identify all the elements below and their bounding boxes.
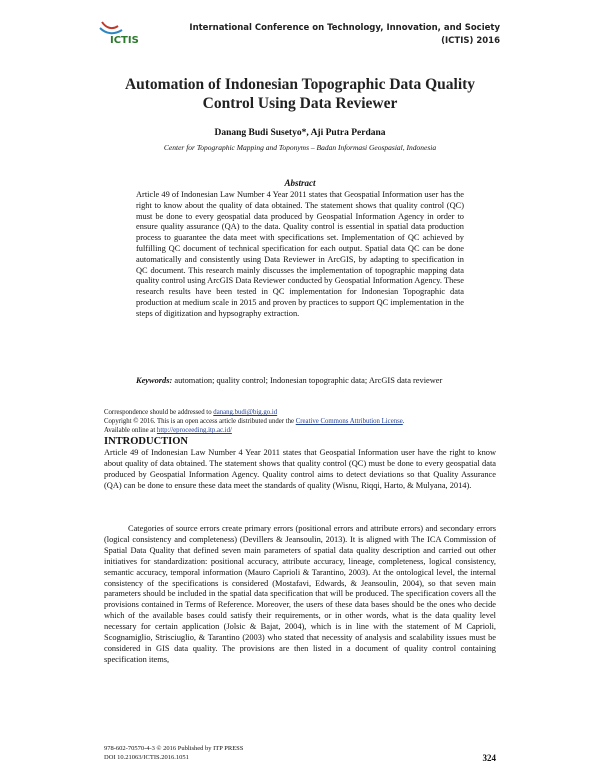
page-number: 324 bbox=[482, 753, 496, 763]
abstract-text: Article 49 of Indonesian Law Number 4 Year 2011 states that Geospatial Information user has the right to know about the quality of data obtained. The statement shows that quality control (QC) must be done to every geospatial data produced by Geospatial Information Agency in order to ensure quality assurance (QA) to the data. Quality control is essential in spatial data production process to guarantee the data meet with specifications set. Implementation of QC achieved by fulfilling QC document of technical specification for each output. Spatial data QC can be done automatically and consistently using Data Reviewer in ArcGIS, by adapting to specification in QC document. This research mainly discusses the implementation of topographic mapping data quality control using ArcGIS Data Reviewer conducted by Geospatial Information Agency. These research results have been tested in QC implementation for Indonesian Topographic data production at medium scale in 2015 and proven by practices to support QC implementation in the steps of digitization and hypsography extraction. bbox=[136, 190, 464, 318]
keywords-list: automation; quality control; Indonesian topographic data; ArcGIS data reviewer bbox=[172, 376, 443, 385]
keywords bbox=[136, 375, 464, 386]
keywords-label: Keywords: bbox=[136, 376, 173, 385]
email-link[interactable]: danang.budi@big.go.id bbox=[213, 409, 278, 416]
page-footer bbox=[104, 744, 496, 762]
license-link[interactable]: Creative Commons Attribution License bbox=[295, 418, 403, 425]
title-line-1: Automation of Indonesian Topographic Data Quality bbox=[124, 76, 476, 93]
correspondence-prefix: Correspondence should be addressed to bbox=[104, 409, 214, 416]
available-prefix: Available online at bbox=[104, 427, 157, 434]
title-line-2: Control Using Data Reviewer bbox=[202, 95, 398, 112]
authors: Danang Budi Susetyo*, Aji Putra Perdana bbox=[214, 128, 386, 138]
copyright-suffix: . bbox=[402, 418, 405, 425]
intro-paragraph-2: Categories of source errors create primary errors (positional errors and attribute errors) and secondary errors (logical consistency and completeness) (Devillers & Jeansoulin, 2013). It is aligned with The ICA Commission of Spatial Data Quality that defined seven main parameters of spatial data quality description and carried out other initiatives for standardization: positional accuracy, attribute accuracy, lineage, completeness, logical consistency, semantic accuracy, temporal information (Mauro Caprioli & Tarantino, 2003). At the ontological level, the internal consistency of the specifications is considered (Mostafavi, Edwards, & Jeansoulin, 2004), so that seven main parameters should be included in the spatial data specification that will be produced. The specification covers all the provisions contained in Terms of Reference. Moreover, the users of these data bases should be the ones who decide which of the available bases could satisfy their requirements, or in other words, what is the data quality level necessary for certain application (Jolsic & Bajat, 2004), which is in line with the statement of M Caprioli, Scognamiglio, Strisciuglio, & Tarantino (2003) who stated that necessity of analysis and scalability issues must be considered in GIS data quality. The provisions are then listed in a document of quality control containing specification items, bbox=[104, 524, 496, 664]
ictis-logo bbox=[96, 18, 156, 48]
introduction-heading: INTRODUCTION bbox=[104, 436, 189, 447]
copyright-prefix: Copyright © 2016. This is an open access article distributed under the bbox=[104, 418, 296, 425]
intro-paragraph-1: Article 49 of Indonesian Law Number 4 Year 2011 states that Geospatial Information user have the right to know about quality of data obtained. The statement shows that quality control (QC) must be done to every geospatial data produced by Geospatial Information Agency. Quality control aims to detect deviations so that Quality Assurance (QA) can be done to ensure these data meet the standards of quality (Wisnu, Riqqi, Harto, & Mulyana, 2014). bbox=[104, 448, 496, 490]
conference-header bbox=[180, 22, 500, 48]
conference-year: (ICTIS) 2016 bbox=[441, 36, 500, 46]
correspondence-block bbox=[104, 408, 504, 435]
abstract-heading: Abstract bbox=[284, 178, 316, 188]
paper-title bbox=[96, 75, 504, 113]
available-line bbox=[104, 426, 504, 435]
correspondence-line bbox=[104, 408, 504, 417]
conference-title: International Conference on Technology, Innovation, and Society bbox=[189, 23, 500, 33]
logo-text: ICTIS bbox=[110, 35, 139, 46]
doi-line: DOI 10.21063/ICTIS.2016.1051 bbox=[104, 754, 189, 761]
ictis-logo-icon bbox=[96, 18, 156, 48]
isbn-line: 978-602-70570-4-3 © 2016 Published by ITP PRESS bbox=[104, 745, 244, 752]
proceeding-url-link[interactable]: http://eproceeding.itp.ac.id/ bbox=[156, 427, 232, 434]
affiliation: Center for Topographic Mapping and Toponyms – Badan Informasi Geospasial, Indonesia bbox=[163, 143, 437, 152]
copyright-line bbox=[104, 417, 504, 426]
